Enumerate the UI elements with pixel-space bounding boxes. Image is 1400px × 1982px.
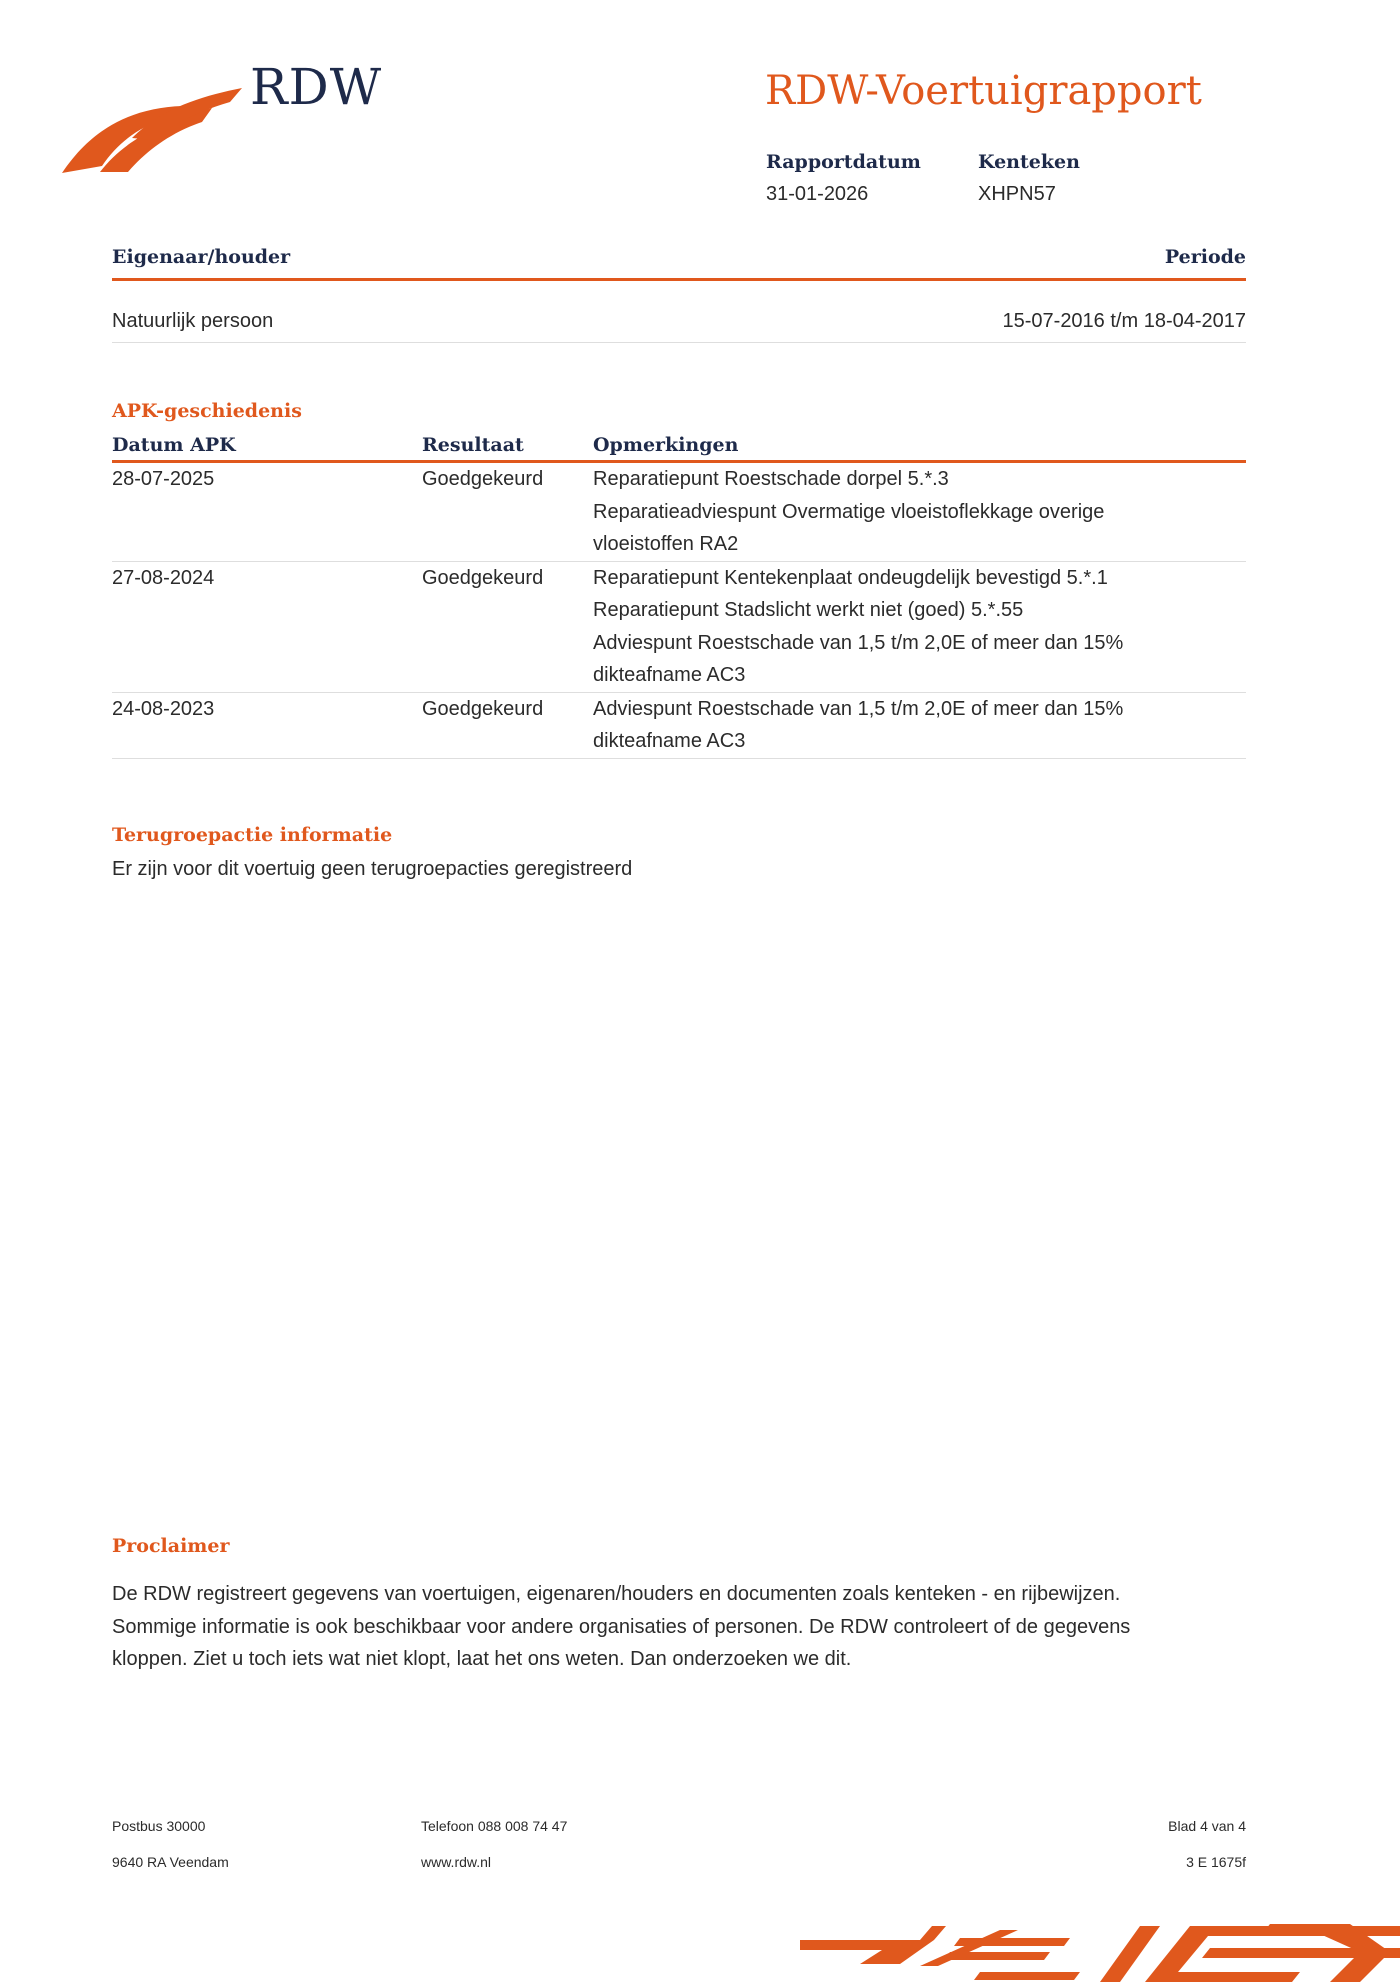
apk-remark: Reparatieadviespunt Overmatige vloeistoflekkage overige — [593, 500, 1105, 523]
table-row — [112, 462, 1246, 562]
footer-website[interactable]: www.rdw.nl — [421, 1854, 492, 1870]
apk-remark: dikteafname AC3 — [593, 664, 746, 686]
owner-type: Natuurlijk persoon — [112, 310, 274, 332]
rdw-logo-mark — [62, 88, 242, 180]
owner-header — [112, 246, 1246, 281]
report-title: RDW-Voertuigrapport — [765, 68, 1202, 114]
apk-col-result: Resultaat — [422, 432, 593, 462]
apk-table — [112, 432, 1246, 759]
apk-result: Goedgekeurd — [422, 697, 544, 720]
footer-address-line2: 9640 RA Veendam — [112, 1854, 229, 1870]
period-header-label: Periode — [1164, 246, 1246, 268]
apk-section-title: APK-geschiedenis — [112, 400, 302, 422]
footer-page-number: Blad 4 van 4 — [1168, 1818, 1246, 1834]
apk-date: 27-08-2024 — [112, 566, 215, 589]
footer-phone: Telefoon 088 008 74 47 — [421, 1818, 568, 1834]
recall-section-title: Terugroepactie informatie — [112, 824, 393, 846]
report-date-label: Rapportdatum — [766, 151, 921, 173]
owner-period: 15-07-2016 t/m 18-04-2017 — [1002, 310, 1246, 332]
apk-result: Goedgekeurd — [422, 468, 544, 490]
proclaimer-line: Sommige informatie is ook beschikbaar voor andere organisaties of personen. De RDW controleert of de gegevens — [112, 1615, 1131, 1638]
rdw-logo-text: RDW — [250, 58, 383, 116]
apk-remark: Reparatiepunt Stadslicht werkt niet (goed) 5.*.55 — [593, 599, 1024, 621]
apk-table-header — [112, 432, 1246, 462]
plate-value: XHPN57 — [978, 183, 1056, 205]
apk-date: 28-07-2025 — [112, 468, 215, 490]
apk-remark: Adviespunt Roestschade van 1,5 t/m 2,0E of meer dan 15% — [593, 697, 1124, 720]
apk-remark: vloeistoffen RA2 — [593, 533, 739, 555]
report-date-value: 31-01-2026 — [766, 183, 869, 205]
plate-label: Kenteken — [978, 151, 1080, 173]
table-row — [112, 561, 1246, 692]
apk-date: 24-08-2023 — [112, 697, 215, 720]
owner-header-label: Eigenaar/houder — [112, 246, 291, 268]
apk-col-date: Datum APK — [112, 432, 422, 462]
apk-remark: Reparatiepunt Roestschade dorpel 5.*.3 — [593, 468, 949, 490]
proclaimer-text — [112, 1578, 1262, 1676]
table-row — [112, 692, 1246, 758]
apk-remark: dikteafname AC3 — [593, 730, 746, 752]
proclaimer-title: Proclaimer — [112, 1535, 230, 1557]
footer-code: 3 E 1675f — [1186, 1854, 1246, 1870]
apk-remark: Reparatiepunt Kentekenplaat ondeugdelijk bevestigd 5.*.1 — [593, 566, 1108, 589]
owner-row — [112, 310, 1246, 343]
rdw-stripes-graphic — [800, 1922, 1400, 1982]
apk-result: Goedgekeurd — [422, 566, 544, 589]
proclaimer-line: De RDW registreert gegevens van voertuigen, eigenaren/houders en documenten zoals kenteken - en rijbewijzen. — [112, 1583, 1121, 1605]
apk-remark: Adviespunt Roestschade van 1,5 t/m 2,0E of meer dan 15% — [593, 631, 1124, 654]
footer-address-line1: Postbus 30000 — [112, 1818, 206, 1834]
recall-text: Er zijn voor dit voertuig geen terugroepacties geregistreerd — [112, 858, 633, 880]
apk-col-remarks: Opmerkingen — [593, 432, 1246, 462]
proclaimer-line: kloppen. Ziet u toch iets wat niet klopt, laat het ons weten. Dan onderzoeken we dit. — [112, 1648, 852, 1670]
